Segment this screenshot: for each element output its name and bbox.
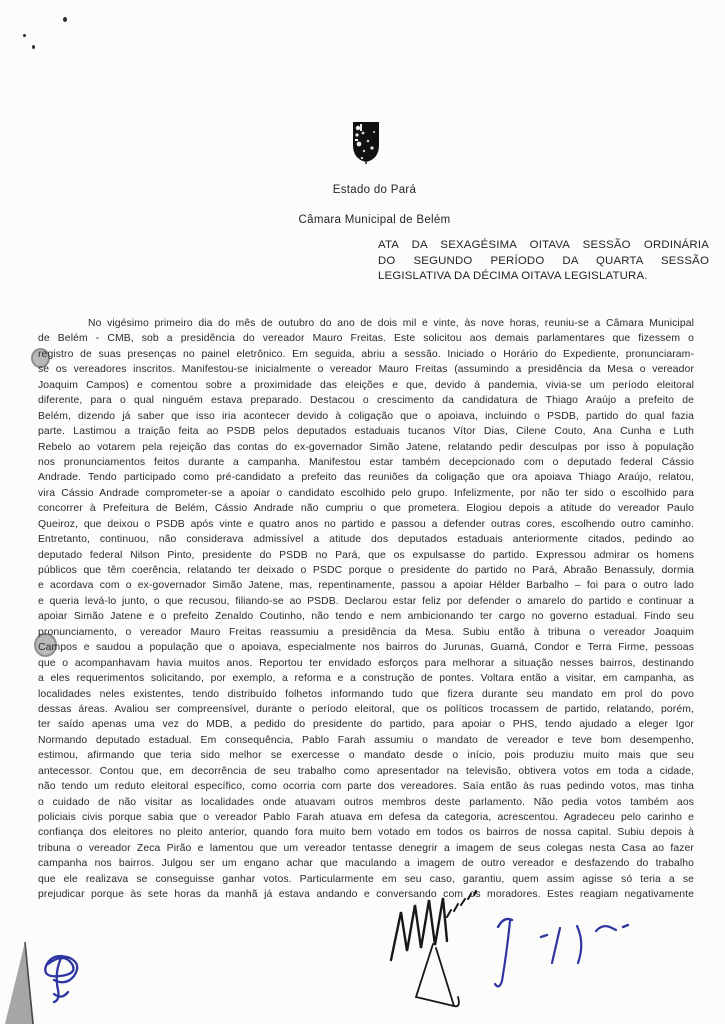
body-line: prejudicar porque às sete horas da manhã já estava andando e conversando com os moradores. Estes reagiam negativamente <box>38 889 694 901</box>
body-line: Campos e saudou a população que o apoiava, especialmente nos bairros do Jurunas, Guamá, Condor e Terra Firme, pessoas <box>38 642 694 654</box>
session-title-line: LEGISLATIVA DA DÉCIMA OITAVA LEGISLATURA. <box>378 270 648 283</box>
body-line: concorrer à Prefeitura de Belém, Cássio Andrade não cumpriu o que prometera. Elogiou depois a atitude do vereador Paulo <box>38 503 694 515</box>
body-line: de Belém - CMB, sob a presidência do vereador Mauro Freitas. Este solicitou aos demais parlamentares que fizessem o <box>38 333 694 345</box>
body-line: pronunciamento, o vereador Mauro Freitas reassumiu a presidência da Mesa. Subiu então à tribuna o vereador Joaquim <box>38 626 694 638</box>
institution-name: Câmara Municipal de Belém <box>298 214 451 226</box>
body-text <box>38 316 694 903</box>
body-line: que o acompanhavam havia muitos anos. Reportou ter envidado esforços para melhorar a situação nesses bairros, destinando <box>38 657 694 669</box>
body-line: dessas áreas. Avaliou ser compreensível, durante o período eleitoral, que os políticos trocassem de partido, relatando, porém, <box>38 703 694 715</box>
body-line: No vigésimo primeiro dia do mês de outubro do ano de dois mil e vinte, às nove horas, reuniu-se a Câmara Municipal <box>88 318 694 329</box>
body-line: deputado federal Nilson Pinto, presidente do PSDB no Pará, que os expulsasse do partido. Expressou admirar os homens <box>38 549 694 561</box>
body-line: registro de suas presenças no painel eletrônico. Em seguida, abriu a sessão. Iniciado o Horário do Expediente, pronunciaram- <box>38 348 694 360</box>
body-line: públicos que têm coerência, relatando ter deixado o PSDC porque o presidente do partido no Pará, Abraão Benassuly, dormia <box>38 565 694 576</box>
body-line: antecessor. Contou que, em decorrência de seu trabalho como apresentador na televisão, obtivera votos em toda a cidade, <box>38 765 694 777</box>
body-line: a eles requerimentos solicitando, por exemplo, a reforma e a construção de pontes. Voltara então a visitar, em campanha, as <box>38 673 694 685</box>
body-line: Joaquim Campos) e comentou sobre a proximidade das eleições e que, devido à pandemia, vivia-se um período eleitoral <box>38 379 694 391</box>
body-line: tribuna o vereador Zeca Pirão e lamentou que um vereador tentasse denegrir a imagem de seus colegas nesta Casa ao fazer <box>38 842 694 854</box>
body-line: ter saído apenas uma vez do MDB, a pedido do presidente do partido, para apoiar o PHS, tendo ajudado a eleger Igor <box>38 719 694 731</box>
body-line: e acordava com o ex-governador Simão Jatene, mas, repentinamente, passou a apoiar Hélder Barbalho – foi para o outro lado <box>38 580 694 592</box>
body-line: estimou, afirmando que teria sido melhor se exercesse o mandato desde o início, pois produziu muito mais que seu <box>38 750 694 762</box>
body-line: parte. Lastimou a traição feita ao PSDB pelos deputados estaduais tucanos Vítor Dias, Cilene Couto, Ana Cunha e Luth <box>38 426 694 438</box>
session-title-line: ATA DA SEXAGÉSIMA OITAVA SESSÃO ORDINÁRIA <box>378 239 709 251</box>
body-line: o cuidado de não visitar as localidades onde atuavam outros membros deste parlamento. Não pedia votos também aos <box>38 796 694 808</box>
body-line: Queiroz, que deixou o PSDB após vinte e quatro anos no partido e passou a defender outras cores, escolhendo outro caminho. <box>38 518 694 530</box>
body-line: confiança dos eleitores no pleito anterior, quando fora muito bem votado em todos os bairros de nossa capital. Subiu depois à <box>38 827 694 839</box>
body-line: Rebelo ao votarem pela rejeição das contas do ex-governador Simão Jatene, relatando pedir desculpas por isso à população <box>38 441 694 453</box>
body-line: Normando deputado estadual. Em consequência, Pablo Farah assumiu o mandato de vereador e teve bom desempenho, <box>38 734 694 746</box>
body-line: policiais civis porque sabia que o vereador Pablo Farah atuava em defesa da categoria, acrescentou. Agradeceu pelo carinho e <box>38 812 694 823</box>
session-title <box>378 238 709 285</box>
body-line: localidades neles existentes, tendo distribuído folhetos informando tudo que fizera durante seu mandato em prol do povo <box>38 688 694 700</box>
body-line: nos pronunciamentos feitos durante a campanha. Manifestou estar também decepcionado com o deputado federal Cássio <box>38 456 694 468</box>
body-line: não tendo um reduto eleitoral específico, como ocorria com parte dos vereadores. Saía então às ruas pedindo votos, mas tinha <box>38 781 694 793</box>
body-line: campanha nos bairros. Julgou ser um engano achar que maculando a imagem de outro vereador e desfazendo do trabalho <box>38 858 694 870</box>
body-line: se os vereadores inscritos. Manifestou-se inicialmente o vereador Mauro Freitas (assumindo a presidência da Mesa o vereador <box>38 364 694 376</box>
body-line: Belém, dizendo já saber que isso iria acontecer devido à coligação que o apoiava, incluindo o PSDB, partido do qual fazia <box>38 410 694 422</box>
body-line: apoiar Simão Jatene e o prefeito Zenaldo Coutinho, não tendo e nem ambicionando ter cargo no governo estadual. Findo seu <box>38 611 694 623</box>
body-line: Andrade. Tendo participado como pré-candidato a prefeito das reuniões da coligação que ora apoiava Thiago Araújo, relatou, <box>38 472 694 484</box>
state-name: Estado do Pará <box>332 184 417 196</box>
session-title-line: DO SEGUNDO PERÍODO DA QUARTA SESSÃO <box>378 254 709 267</box>
body-line: que ele realizava se conseguisse ganhar votos. Particularmente em seu caso, garantiu, quem assim agisse só teria a se <box>38 873 694 885</box>
coat-of-arms-icon <box>350 120 382 165</box>
body-line: e queria levá-lo junto, o que recusou, filiando-se ao PSDB. Declarou estar feliz por defender o amarelo do partido e continuar a <box>38 595 694 607</box>
body-line: Entretanto, continuou, não considerava admissível a atitude dos deputados estaduais anteriormente citados, pedindo ao <box>38 534 694 546</box>
body-line: vira Cássio Andrade comprometer-se a apoiar o candidato escolhido pelo grupo. Infelizmente, por não ter sido o escolhido para <box>38 487 694 499</box>
body-line: diferente, para o qual ninguém estava preparado. Destacou o crescimento da candidatura de Thiago Araújo a prefeito de <box>38 395 694 407</box>
